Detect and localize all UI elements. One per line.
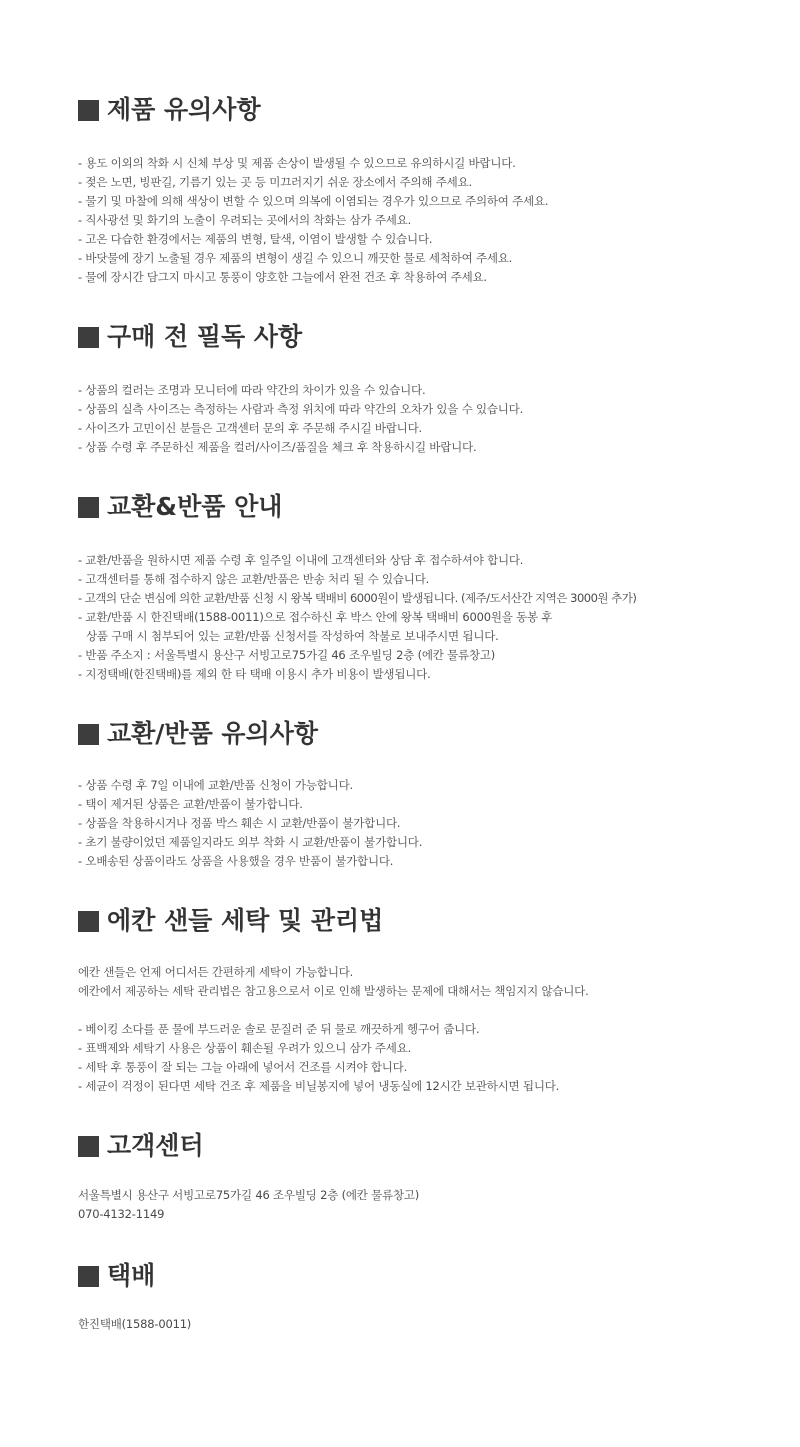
list-item: - 바닷물에 장기 노출될 경우 제품의 변형이 생길 수 있으니 깨끗한 물로 세척하여 주세요.	[78, 251, 513, 265]
intro-line: 에칸에서 제공하는 세탁 관리법은 참고용으로서 이로 인해 발생하는 문제에 대해서는 책임지지 않습니다.	[78, 984, 589, 998]
list-item: - 상품 수령 후 주문하신 제품을 컬러/사이즈/품질을 체크 후 착용하시길 바랍니다.	[78, 440, 477, 454]
list-item: - 베이킹 소다를 푼 물에 부드러운 솔로 문질러 준 뒤 물로 깨끗하게 헹구어 줍니다.	[78, 1022, 480, 1036]
section-title: 교환/반품 유의사항	[107, 719, 319, 748]
list-item: - 교환/반품을 원하시면 제품 수령 후 일주일 이내에 고객센터와 상담 후 접수하셔야 합니다.	[78, 553, 524, 567]
list-item: - 상품 수령 후 7일 이내에 교환/반품 신청이 가능합니다.	[78, 778, 353, 792]
section-heading	[78, 719, 780, 749]
section-sandal-care	[78, 906, 780, 1093]
list-item: - 고객센터를 통해 접수하지 않은 교환/반품은 반송 처리 될 수 있습니다.	[78, 572, 430, 586]
square-bullet-icon	[78, 1266, 99, 1287]
contact-info	[78, 1186, 780, 1224]
list-item: - 상품의 컬러는 조명과 모니터에 따라 약간의 차이가 있을 수 있습니다.	[78, 383, 426, 397]
section-title: 구매 전 필독 사항	[107, 322, 303, 351]
section-title: 교환&반품 안내	[107, 492, 283, 521]
section-exchange-return-caution	[78, 719, 780, 868]
list-item: - 지정택배(한진택배)를 제외 한 타 택배 이용시 추가 비용이 발생됩니다.	[78, 667, 431, 681]
section-heading	[78, 322, 780, 352]
care-text	[78, 963, 780, 1096]
notice-list	[78, 154, 780, 287]
list-item: - 상품을 착용하시거나 정품 박스 훼손 시 교환/반품이 불가합니다.	[78, 816, 401, 830]
section-heading	[78, 1131, 780, 1161]
section-heading	[78, 906, 780, 936]
phone-number: 070-4132-1149	[78, 1207, 165, 1221]
list-item: - 물에 장시간 담그지 마시고 통풍이 양호한 그늘에서 완전 건조 후 착용하여 주세요.	[78, 270, 487, 284]
section-product-caution	[78, 95, 780, 284]
section-title: 고객센터	[107, 1131, 204, 1160]
list-item: - 상품의 실측 사이즈는 측정하는 사람과 측정 위치에 따라 약간의 오차가 있을 수 있습니다.	[78, 402, 524, 416]
section-title: 에칸 샌들 세탁 및 관리법	[107, 906, 384, 935]
list-item: - 사이즈가 고민이신 분들은 고객센터 문의 후 주문해 주시길 바랍니다.	[78, 421, 422, 435]
notice-list	[78, 381, 780, 457]
square-bullet-icon	[78, 1136, 99, 1157]
list-item: - 직사광선 및 화기의 노출이 우려되는 곳에서의 착화는 삼가 주세요.	[78, 213, 412, 227]
square-bullet-icon	[78, 911, 99, 932]
list-item: - 고객의 단순 변심에 의한 교환/반품 신청 시 왕복 택배비 6000원이 발생됩니다. (제주/도서산간 지역은 3000원 추가)	[78, 591, 637, 605]
list-item: - 교환/반품 시 한진택배(1588-0011)으로 접수하신 후 박스 안에 왕복 택배비 6000원을 동봉 후	[78, 610, 553, 624]
square-bullet-icon	[78, 497, 99, 518]
square-bullet-icon	[78, 327, 99, 348]
list-item: - 젖은 노면, 빙판길, 기름기 있는 곳 등 미끄러지기 쉬운 장소에서 주의해 주세요.	[78, 175, 472, 189]
square-bullet-icon	[78, 724, 99, 745]
notice-list	[78, 776, 780, 871]
list-item: - 오배송된 상품이라도 상품을 사용했을 경우 반품이 불가합니다.	[78, 854, 394, 868]
list-item: - 표백제와 세탁기 사용은 상품이 훼손될 우려가 있으니 삼가 주세요.	[78, 1041, 412, 1055]
section-title: 제품 유의사항	[107, 95, 261, 124]
delivery-info	[78, 1315, 780, 1334]
courier-text: 한진택배(1588-0011)	[78, 1317, 192, 1331]
list-item: - 반품 주소지 : 서울특별시 용산구 서빙고로75가길 46 조우빌딩 2층 (에칸 물류창고)	[78, 648, 496, 662]
section-delivery	[78, 1261, 780, 1331]
section-title: 택배	[107, 1261, 156, 1290]
section-before-purchase	[78, 322, 780, 454]
section-exchange-return-guide	[78, 492, 780, 681]
section-customer-center	[78, 1131, 780, 1221]
notice-list	[78, 551, 780, 684]
section-heading	[78, 492, 780, 522]
list-item: - 초기 불량이었던 제품일지라도 외부 착화 시 교환/반품이 불가합니다.	[78, 835, 423, 849]
list-item: - 택이 제거된 상품은 교환/반품이 불가합니다.	[78, 797, 303, 811]
list-item: - 고온 다습한 환경에서는 제품의 변형, 탈색, 이염이 발생할 수 있습니다.	[78, 232, 433, 246]
intro-line: 에칸 샌들은 언제 어디서든 간편하게 세탁이 가능합니다.	[78, 965, 354, 979]
address-text: 서울특별시 용산구 서빙고로75가길 46 조우빌딩 2층 (에칸 물류창고)	[78, 1188, 420, 1202]
list-item: - 물기 및 마찰에 의해 색상이 변할 수 있으며 의복에 이염되는 경우가 있으므로 주의하여 주세요.	[78, 194, 549, 208]
list-item: 상품 구매 시 첨부되어 있는 교환/반품 신청서를 작성하여 착불로 보내주시면 됩니다.	[86, 629, 499, 643]
list-item: - 세탁 후 통풍이 잘 되는 그늘 아래에 넣어서 건조를 시켜야 합니다.	[78, 1060, 408, 1074]
list-item: - 세균이 걱정이 된다면 세탁 건조 후 제품을 비닐봉지에 넣어 냉동실에 12시간 보관하시면 됩니다.	[78, 1079, 560, 1093]
list-item: - 용도 이외의 착화 시 신체 부상 및 제품 손상이 발생될 수 있으므로 유의하시길 바랍니다.	[78, 156, 516, 170]
spacer	[78, 1001, 780, 1020]
section-heading	[78, 95, 780, 125]
section-heading	[78, 1261, 780, 1291]
square-bullet-icon	[78, 100, 99, 121]
